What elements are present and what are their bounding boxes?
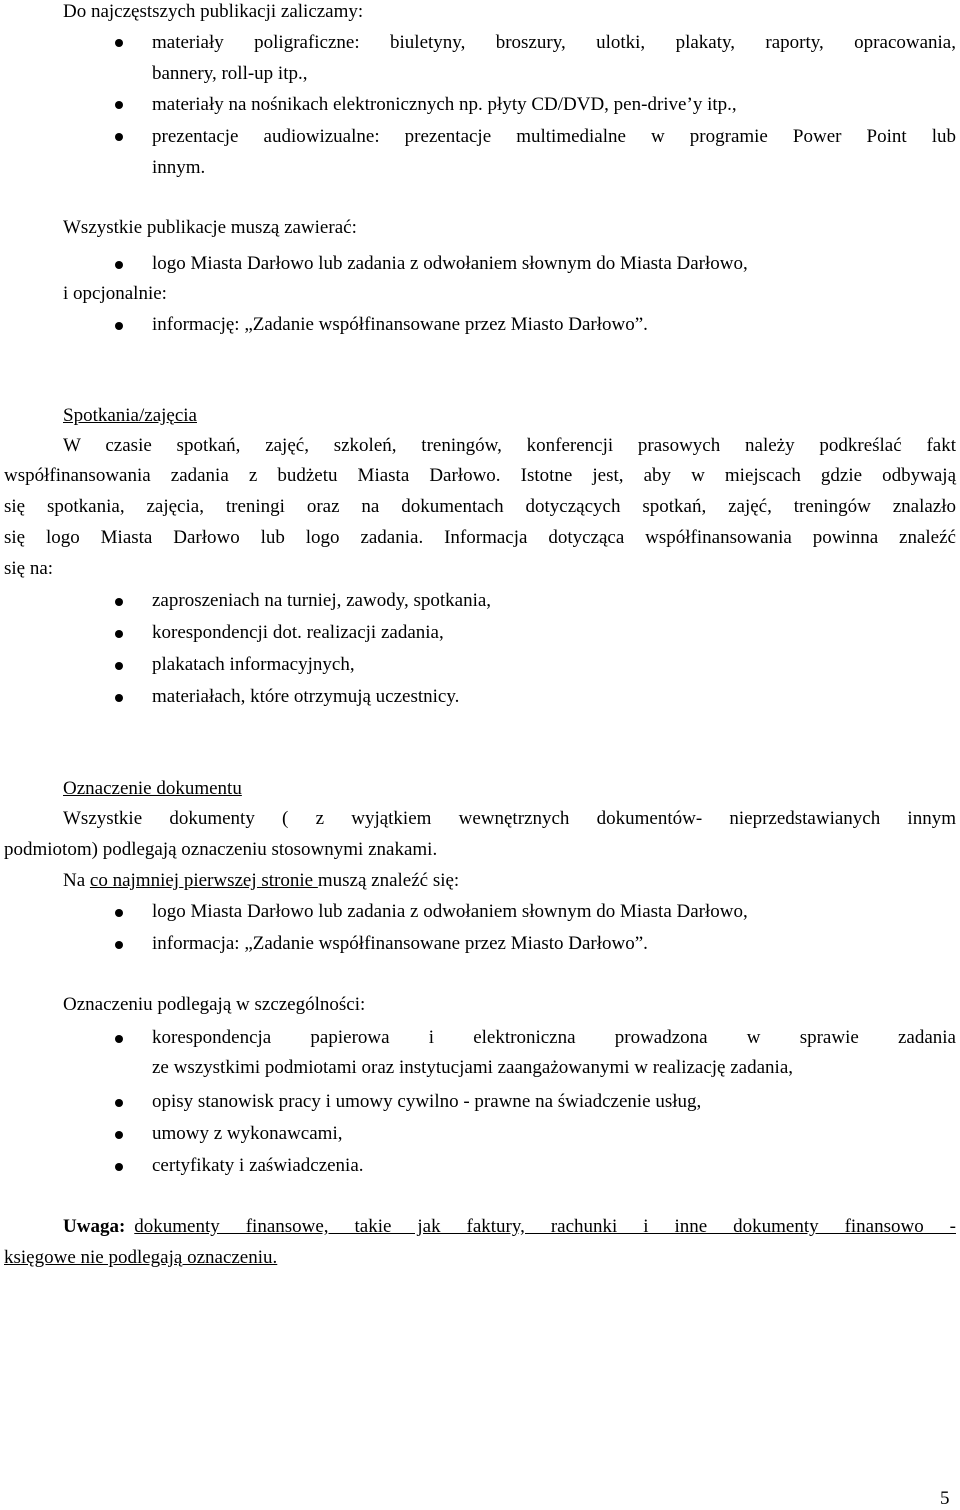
bullet — [115, 694, 123, 702]
required-lead: Wszystkie publikacje muszą zawierać: — [63, 217, 357, 238]
note-text-line1: dokumenty finansowe, takie jak faktury, rachunki i inne dokumenty finansowo - — [134, 1216, 956, 1237]
bullet — [115, 630, 123, 638]
bullet — [115, 1099, 123, 1107]
particular-lead: Oznaczeniu podlegają w szczególności: — [63, 994, 366, 1015]
bullet — [115, 909, 123, 917]
meetings-item-4: materiałach, które otrzymują uczestnicy. — [152, 686, 460, 707]
particular-item-1-line2: ze wszystkimi podmiotami oraz instytucjami zaangażowanymi w realizację zadania, — [152, 1057, 793, 1078]
marking-heading: Oznaczenie dokumentu — [63, 778, 242, 799]
intro-item-3-line2: innym. — [152, 157, 206, 178]
intro-lead: Do najczęstszych publikacji zaliczamy: — [63, 1, 364, 22]
particular-item-1-line1: korespondencja papierowa i elektroniczna prowadzona w sprawie zadania — [152, 1027, 956, 1048]
note-line1 — [63, 1216, 956, 1238]
meetings-item-1: zaproszeniach na turniej, zawody, spotkania, — [152, 590, 492, 611]
bullet — [115, 133, 123, 141]
particular-item-4: certyfikaty i zaświadczenia. — [152, 1155, 364, 1176]
first-page-line — [63, 870, 459, 892]
bullet — [115, 1131, 123, 1139]
note-label: Uwaga: — [63, 1216, 126, 1237]
meetings-para-line2: współfinansowania zadania z budżetu Miasta Darłowo. Istotne jest, aby w miejscach gdzie odbywają — [4, 465, 956, 486]
bullet — [115, 941, 123, 949]
marking-para-line1: Wszystkie dokumenty ( z wyjątkiem wewnętrznych dokumentów- nieprzedstawianych innym — [63, 808, 956, 829]
page-number: 5 — [940, 1488, 950, 1509]
marking-para-line2: podmiotom) podlegają oznaczeniu stosownymi znakami. — [4, 839, 438, 860]
meetings-item-2: korespondencji dot. realizacji zadania, — [152, 622, 444, 643]
marking-item-1: logo Miasta Darłowo lub zadania z odwołaniem słownym do Miasta Darłowo, — [152, 901, 748, 922]
intro-item-3-line1: prezentacje audiowizualne: prezentacje multimedialne w programie Power Point lub — [152, 126, 956, 147]
bullet — [115, 322, 123, 330]
bullet — [115, 39, 123, 47]
bullet — [115, 1163, 123, 1171]
particular-item-2: opisy stanowisk pracy i umowy cywilno - prawne na świadczenie usług, — [152, 1091, 702, 1112]
meetings-heading: Spotkania/zajęcia — [63, 405, 197, 426]
bullet — [115, 662, 123, 670]
bullet — [115, 598, 123, 606]
required-item: logo Miasta Darłowo lub zadania z odwołaniem słownym do Miasta Darłowo, — [152, 253, 748, 274]
first-page-post: muszą znaleźć się: — [317, 870, 460, 891]
marking-item-2: informacja: „Zadanie współfinansowane przez Miasto Darłowo”. — [152, 933, 648, 954]
intro-item-1-line2: bannery, roll-up itp., — [152, 63, 308, 84]
intro-item-1-line1: materiały poligraficzne: biuletyny, broszury, ulotki, plakaty, raporty, opracowania, — [152, 32, 956, 53]
note-text-line2: księgowe nie podlegają oznaczeniu. — [4, 1247, 278, 1268]
meetings-para-line5: się na: — [4, 558, 54, 579]
bullet — [115, 1035, 123, 1043]
particular-item-3: umowy z wykonawcami, — [152, 1123, 343, 1144]
optional-item: informację: „Zadanie współfinansowane przez Miasto Darłowo”. — [152, 314, 648, 335]
first-page-pre: Na — [63, 870, 90, 891]
meetings-para-line4: się logo Miasta Darłowo lub logo zadania. Informacja dotycząca współfinansowania powinna znaleźć — [4, 527, 956, 548]
bullet — [115, 261, 123, 269]
meetings-para-line3: się spotkania, zajęcia, treningi oraz na dokumentach dotyczących spotkań, zajęć, treningów znalazło — [4, 496, 956, 517]
meetings-item-3: plakatach informacyjnych, — [152, 654, 355, 675]
meetings-para-line1: W czasie spotkań, zajęć, szkoleń, treningów, konferencji prasowych należy podkreślać fakt — [63, 435, 956, 456]
intro-item-2: materiały na nośnikach elektronicznych np. płyty CD/DVD, pen-drive’y itp., — [152, 94, 737, 115]
optional-lead: i opcjonalnie: — [63, 283, 167, 304]
first-page-underlined: co najmniej pierwszej stronie — [89, 870, 318, 891]
bullet — [115, 101, 123, 109]
